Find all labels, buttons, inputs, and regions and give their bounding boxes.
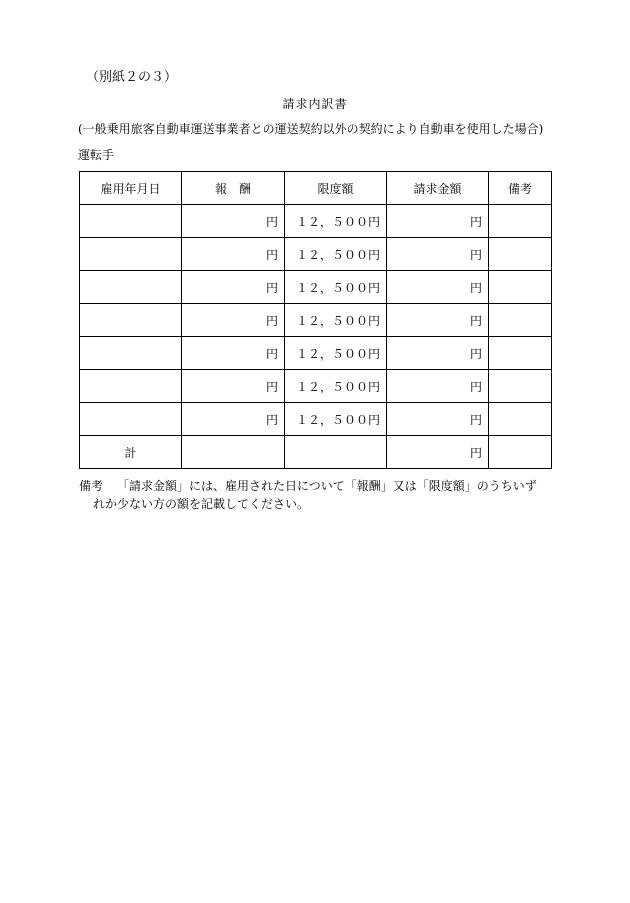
cell-limit: １２，５００円 (285, 403, 387, 436)
notes-line-2: れか少ない方の額を記載してください。 (93, 497, 310, 511)
total-row (80, 436, 552, 469)
attachment-label: （別紙２の３） (86, 70, 178, 85)
cell-amount[interactable]: 円 (387, 205, 489, 238)
document-subtitle: (一般乗用旅客自動車運送事業者との運送契約以外の契約により自動車を使用した場合) (78, 122, 544, 136)
notes-line-1: 「請求金額」には、雇用された日について「報酬」又は「限度額」のうちいず (117, 479, 537, 493)
document-title: 請求内訳書 (282, 97, 348, 111)
cell-amount[interactable]: 円 (387, 370, 489, 403)
table-row (80, 238, 552, 271)
cell-limit: １２，５００円 (285, 304, 387, 337)
header-claim-amount: 請求金額 (387, 172, 489, 205)
cell-compensation[interactable]: 円 (182, 271, 285, 304)
cell-limit: １２，５００円 (285, 271, 387, 304)
table-row (80, 403, 552, 436)
table-row (80, 205, 552, 238)
header-limit: 限度額 (285, 172, 387, 205)
cell-remarks[interactable] (489, 337, 552, 370)
cell-date[interactable] (80, 205, 182, 238)
cell-remarks[interactable] (489, 205, 552, 238)
cell-amount[interactable]: 円 (387, 403, 489, 436)
cell-date[interactable] (80, 304, 182, 337)
header-compensation: 報 酬 (182, 172, 285, 205)
cell-date[interactable] (80, 403, 182, 436)
cell-remarks[interactable] (489, 304, 552, 337)
cell-compensation[interactable]: 円 (182, 370, 285, 403)
cell-remarks[interactable] (489, 370, 552, 403)
total-amount[interactable]: 円 (387, 436, 489, 469)
header-employment-date: 雇用年月日 (80, 172, 182, 205)
cell-compensation[interactable]: 円 (182, 238, 285, 271)
table-row (80, 304, 552, 337)
table-header-row (80, 172, 552, 205)
cell-remarks[interactable] (489, 238, 552, 271)
cell-limit: １２，５００円 (285, 337, 387, 370)
cell-date[interactable] (80, 271, 182, 304)
total-label: 計 (80, 436, 182, 469)
claim-table (79, 171, 552, 469)
cell-date[interactable] (80, 370, 182, 403)
table-row (80, 337, 552, 370)
total-compensation-cell[interactable] (182, 436, 285, 469)
cell-compensation[interactable]: 円 (182, 337, 285, 370)
cell-remarks[interactable] (489, 271, 552, 304)
cell-compensation[interactable]: 円 (182, 304, 285, 337)
total-limit-cell (285, 436, 387, 469)
cell-amount[interactable]: 円 (387, 238, 489, 271)
cell-limit: １２，５００円 (285, 238, 387, 271)
notes-label: 備考 (79, 479, 104, 493)
table-row (80, 370, 552, 403)
cell-compensation[interactable]: 円 (182, 205, 285, 238)
cell-amount[interactable]: 円 (387, 304, 489, 337)
role-label: 運転手 (78, 148, 115, 162)
cell-date[interactable] (80, 238, 182, 271)
cell-remarks[interactable] (489, 403, 552, 436)
table-row (80, 271, 552, 304)
cell-date[interactable] (80, 337, 182, 370)
cell-amount[interactable]: 円 (387, 271, 489, 304)
header-remarks: 備考 (489, 172, 552, 205)
total-remarks-cell[interactable] (489, 436, 552, 469)
cell-amount[interactable]: 円 (387, 337, 489, 370)
cell-compensation[interactable]: 円 (182, 403, 285, 436)
cell-limit: １２，５００円 (285, 205, 387, 238)
notes-section (79, 477, 559, 513)
cell-limit: １２，５００円 (285, 370, 387, 403)
